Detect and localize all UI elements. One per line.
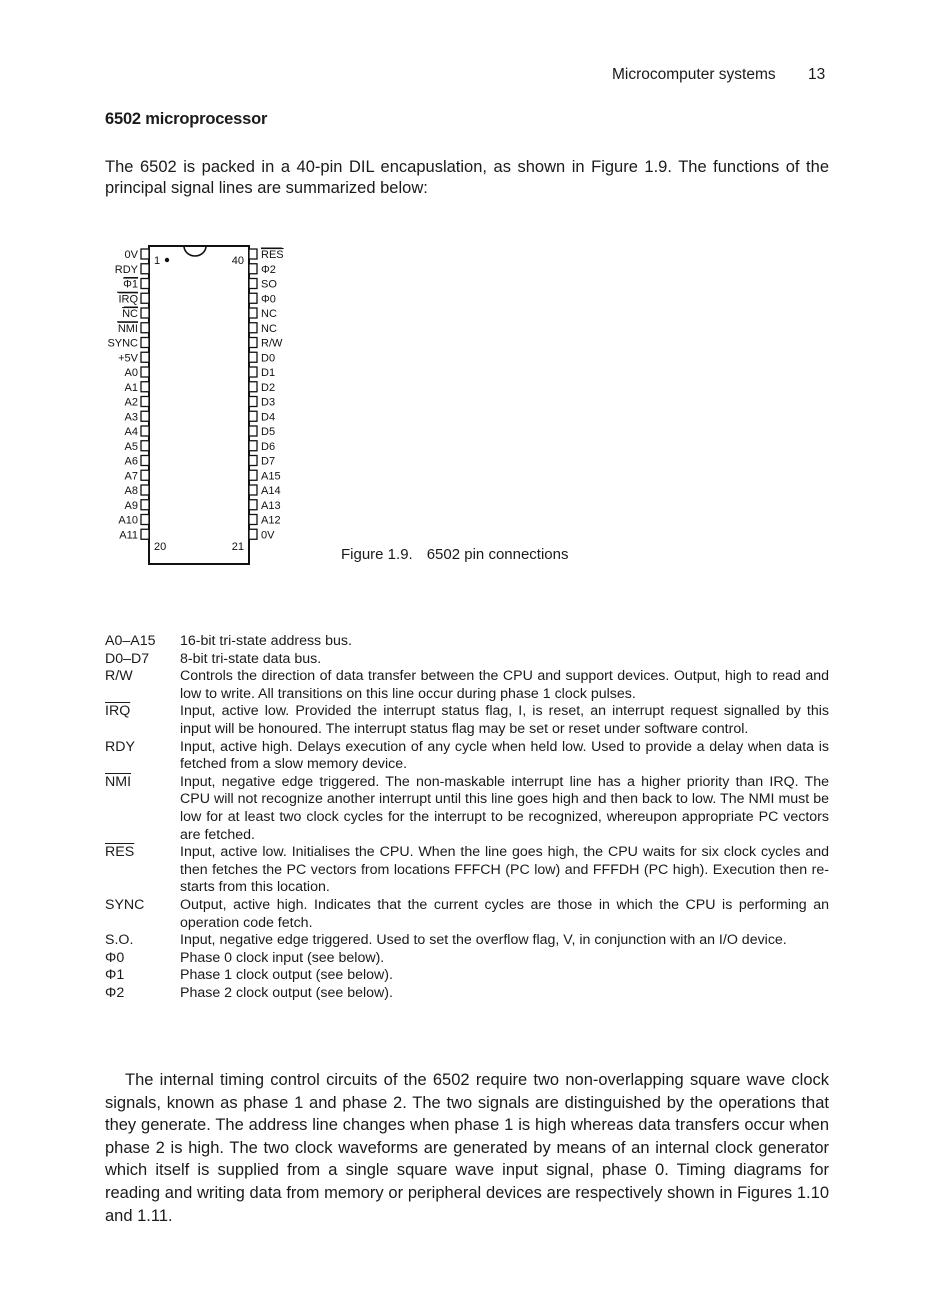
pin-pad (249, 308, 257, 318)
pin-label: 0V (261, 529, 275, 542)
signal-row (105, 897, 829, 932)
pin-pad (249, 470, 257, 480)
signal-row (105, 651, 829, 669)
pin-pad (141, 500, 149, 510)
signal-description: Input, active high. Delays execution of any cycle when held low. Used to provide a delay when data is fetched from a slow memory device. (180, 738, 829, 773)
pin-label: A5 (124, 440, 138, 453)
pin-pad (249, 264, 257, 274)
running-title: Microcomputer systems (612, 66, 776, 83)
body-paragraph: The internal timing control circuits of the 6502 require two non-overlapping square wave clock signals, known as phase 1 and phase 2. The two signals are distinguished by the operations that they generate. The address line changes when phase 1 is high whereas data transfers occur when phase 2 is high. The two clock waveforms are generated by means of an internal clock generator which itself is supplied from a single square wave input signal, phase 0. Timing diagrams for reading and writing data from memory or peripheral devices are respectively shown in Figures 1.10 and 1.11. (105, 1071, 829, 1225)
pin-label: A11 (119, 529, 138, 542)
pin-pad (141, 249, 149, 259)
signal-name: R/W (105, 668, 133, 685)
signal-row (105, 932, 829, 950)
pin-pad (141, 515, 149, 525)
pin-label: Φ2 (261, 263, 276, 276)
pin-label: RDY (114, 263, 138, 276)
pin-pad (249, 456, 257, 466)
pin-label: A7 (124, 470, 138, 483)
signal-row (105, 774, 829, 844)
pin-pad (141, 529, 149, 539)
pin-label: IRQ (118, 293, 138, 306)
pin-pad (249, 323, 257, 333)
pin-label: +5V (118, 352, 138, 365)
pin-label: A8 (124, 485, 138, 497)
signal-row (105, 967, 829, 985)
signal-name: S.O. (105, 932, 134, 949)
signal-name: D0–D7 (105, 650, 150, 667)
figure-label: Figure 1.9. (341, 546, 413, 563)
pin-pad (249, 293, 257, 303)
pin-pad (141, 397, 149, 407)
page-number: 13 (808, 66, 826, 83)
signal-row (105, 844, 829, 897)
pin1-dot-icon (165, 258, 169, 262)
pin-pad (249, 411, 257, 421)
figure-caption-text: 6502 pin connections (426, 546, 569, 563)
signal-name: Φ2 (105, 984, 125, 1001)
pin-pad (249, 382, 257, 392)
pin-label: D7 (261, 455, 276, 468)
pin-label: NC (261, 308, 277, 320)
pin-label: D2 (261, 381, 276, 394)
signal-name: $\overline{RES}$ (105, 844, 135, 861)
pin-pad (141, 367, 149, 377)
signal-description: Input, negative edge triggered. The non-maskable interrupt line has a higher priority than IRQ. The CPU will not recognize another interrupt until this line goes high and then back to low. The NMI must be low for at least two clock cycles for the interrupt to be recognized, whereupon appropriate PC vectors are fetched. (180, 773, 829, 843)
pin-label: A3 (124, 411, 138, 424)
pin-label: A6 (124, 455, 138, 468)
pin40-number: 40 (231, 255, 244, 267)
pin20-number: 20 (154, 541, 167, 553)
signal-name: RDY (105, 738, 135, 755)
pin-pad (249, 352, 257, 362)
pin-label: Φ1 (123, 278, 138, 291)
pin-label: A0 (124, 367, 138, 379)
pin-label: A1 (124, 381, 138, 394)
running-header (612, 66, 826, 84)
signal-description: Input, negative edge triggered. Used to set the overflow flag, V, in conjunction with an I/O device. (180, 932, 787, 949)
pin-label: A2 (124, 396, 138, 409)
pin-label: SYNC (107, 337, 138, 350)
pin-pad (141, 470, 149, 480)
signal-description: Phase 1 clock output (see below). (180, 967, 393, 984)
pin-pad (249, 500, 257, 510)
signal-row (105, 985, 829, 1003)
pin1-number: 1 (154, 255, 161, 267)
pin-label: A9 (124, 499, 138, 512)
pin-pad (141, 382, 149, 392)
pin-pad (141, 308, 149, 318)
pin-pad (249, 529, 257, 539)
pin-label: D1 (261, 367, 276, 379)
pin-pad (141, 338, 149, 348)
figure-caption (341, 546, 569, 563)
pin-label: NC (261, 322, 277, 335)
pin-pad (249, 367, 257, 377)
pin-label: NMI (117, 322, 138, 335)
intro-paragraph: The 6502 is packed in a 40-pin DIL encapuslation, as shown in Figure 1.9. The functions of the principal signal lines are summarized below: (105, 158, 829, 197)
signal-description: Input, active low. Provided the interrupt status flag, I, is reset, an interrupt request signalled by this input will be honoured. The interrupt status flag may be set or reset under software control. (180, 703, 829, 737)
section-heading: 6502 microprocessor (105, 110, 268, 128)
pin-label: 0V (124, 249, 138, 261)
pin-pad (141, 264, 149, 274)
pin-pad (141, 352, 149, 362)
pin-label: A10 (118, 514, 138, 527)
signal-description: Phase 2 clock output (see below). (180, 984, 393, 1001)
pin-label: A15 (261, 470, 281, 483)
chip-body (149, 246, 249, 564)
pin-pad (249, 397, 257, 407)
pin-label: D3 (261, 396, 276, 409)
pin-pad (141, 485, 149, 495)
pin-pad (141, 441, 149, 451)
pin-pad (141, 411, 149, 421)
signal-name: Φ0 (105, 949, 125, 966)
pin-pad (249, 426, 257, 436)
pin-pad (249, 249, 257, 259)
signal-description: Controls the direction of data transfer between the CPU and support devices. Output, high to read and low to write. All transitions on this line occur during phase 1 clock pulses. (180, 668, 829, 702)
signal-description: Input, active low. Initialises the CPU. When the line goes high, the CPU waits for six clock cycles and then fetches the PC vectors from locations FFFCH (PC low) and FFFDH (PC high). Execution then re-starts from this location. (180, 844, 829, 896)
pinout-figure (96, 244, 306, 584)
left-pin-column (107, 249, 149, 541)
pin-pad (141, 279, 149, 289)
pin-label: R/W (261, 337, 283, 350)
signal-name: Φ1 (105, 967, 125, 984)
signal-name: SYNC (105, 896, 145, 913)
signal-row (105, 739, 829, 774)
pin-pad (141, 426, 149, 436)
dil-chip-diagram (96, 244, 306, 584)
pin-pad (141, 456, 149, 466)
pin-pad (141, 323, 149, 333)
pin-label: Φ0 (261, 293, 276, 306)
signal-row (105, 633, 829, 651)
pin-label: D6 (261, 440, 276, 453)
signal-description: Output, active high. Indicates that the current cycles are those in which the CPU is performing an operation code fetch. (180, 896, 829, 931)
signal-description: 16-bit tri-state address bus. (180, 633, 352, 649)
signal-row (105, 668, 829, 703)
pin-label: D0 (261, 352, 276, 365)
right-pin-column (249, 248, 284, 541)
signal-description: 8-bit tri-state data bus. (180, 650, 322, 667)
pin-label: D5 (261, 426, 276, 438)
pin-pad (249, 441, 257, 451)
signal-name: $\overline{NMI}$ (105, 773, 132, 790)
signal-row (105, 703, 829, 738)
pin-label: D4 (261, 411, 276, 424)
pin21-number: 21 (231, 541, 244, 553)
signal-name: $\overline{IRQ}$ (105, 703, 131, 720)
pin-pad (249, 338, 257, 348)
signal-definitions-list (105, 633, 829, 1002)
pin-label: SO (261, 278, 277, 291)
signal-name: A0–A15 (105, 633, 156, 649)
pin-label: A14 (261, 485, 281, 497)
pin-pad (249, 485, 257, 495)
signal-row (105, 950, 829, 968)
pin-label: A4 (124, 426, 138, 438)
pin-label: RES (261, 249, 284, 261)
pin-label: A13 (261, 499, 281, 512)
signal-description: Phase 0 clock input (see below). (180, 949, 385, 966)
pin-label: NC (122, 308, 138, 320)
pin-pad (249, 279, 257, 289)
pin-label: A12 (261, 514, 281, 527)
pin-pad (249, 515, 257, 525)
pin-pad (141, 293, 149, 303)
